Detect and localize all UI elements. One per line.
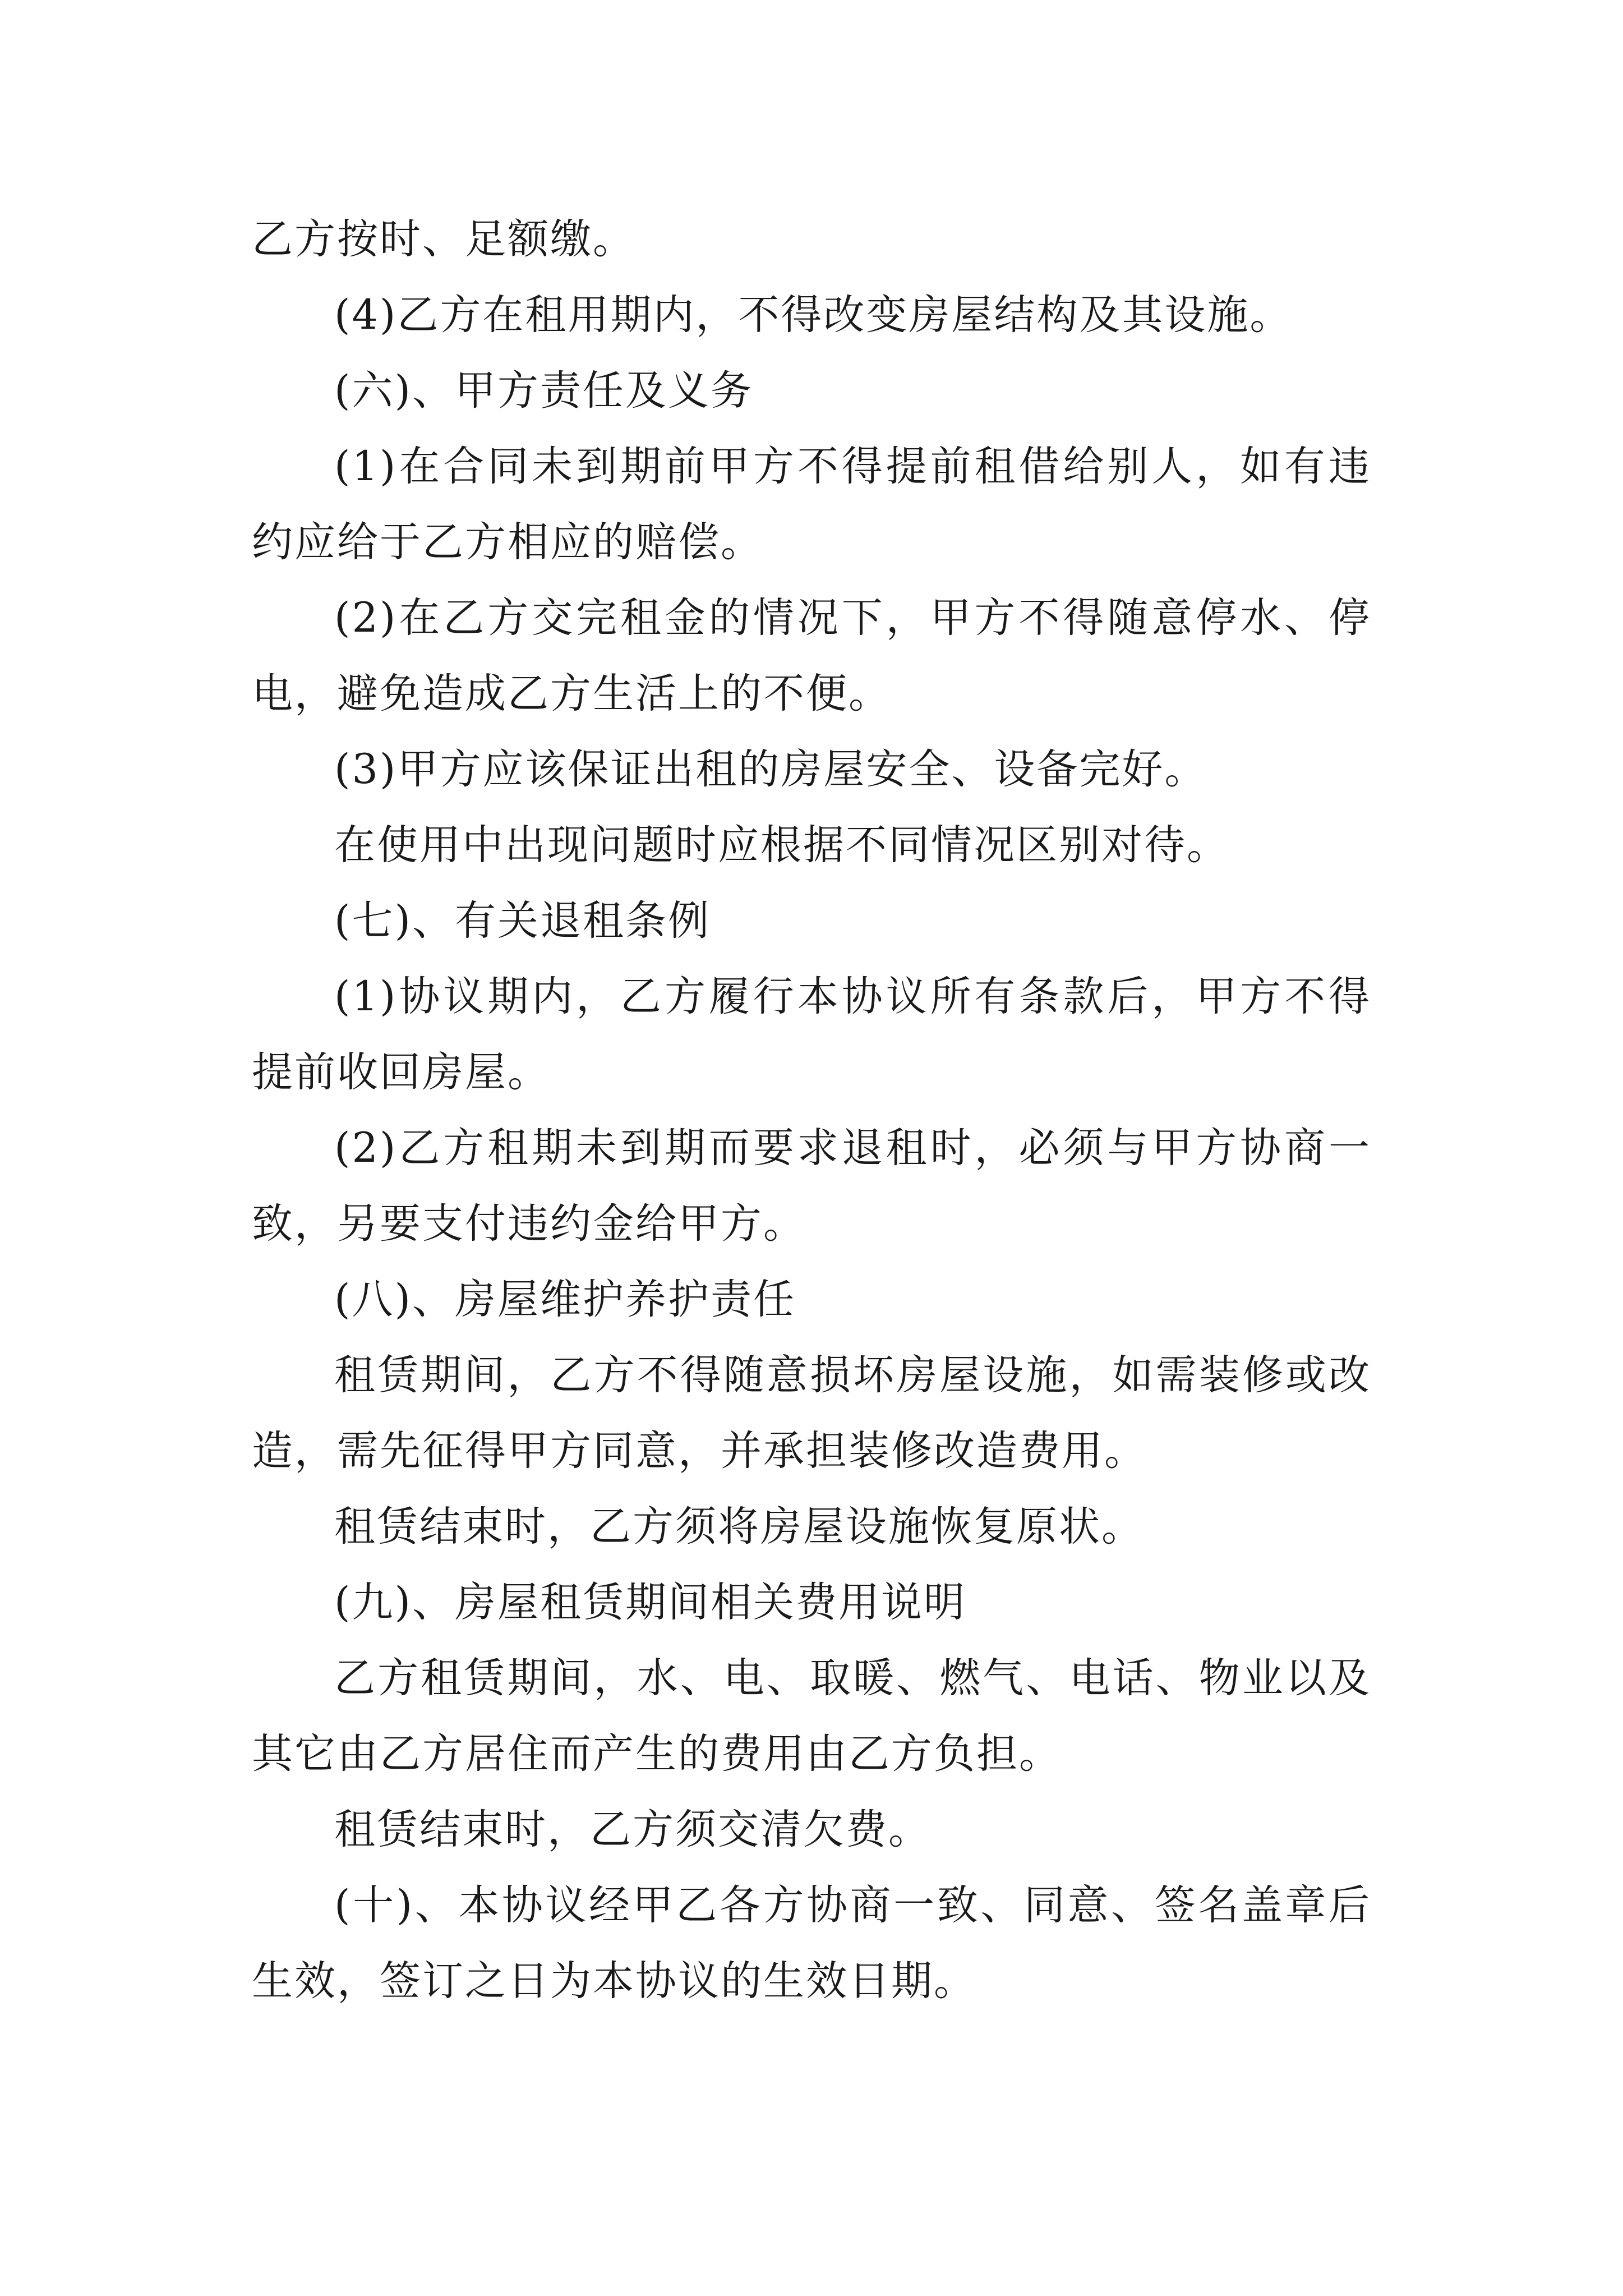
section-heading: (八)、房屋维护养护责任 (334, 1276, 796, 1323)
clause-text: (1)协议期内，乙方履行本协议所有条款后，甲方不得 (334, 973, 1371, 1020)
text-line: 致，另要支付违约金给甲方。 (252, 1200, 806, 1248)
section-heading: (九)、房屋租赁期间相关费用说明 (334, 1579, 966, 1626)
clause-text: (4)乙方在租用期内，不得改变房屋结构及其设施。 (334, 291, 1293, 339)
text-line: 租赁结束时，乙方须将房屋设施恢复原状。 (334, 1503, 1144, 1550)
clause-text: (2)乙方租期未到期而要求退租时，必须与甲方协商一 (334, 1124, 1371, 1172)
clause-text: (2)在乙方交完租金的情况下，甲方不得随意停水、停 (334, 594, 1371, 642)
clause-text: (3)甲方应该保证出租的房屋安全、设备完好。 (334, 746, 1207, 793)
text-line: 造，需先征得甲方同意，并承担装修改造费用。 (252, 1427, 1147, 1475)
text-line: 电，避免造成乙方生活上的不便。 (252, 670, 891, 717)
section-heading: (七)、有关退租条例 (334, 897, 711, 945)
text-line: 提前收回房屋。 (252, 1048, 550, 1096)
text-line: 约应给于乙方相应的赔偿。 (252, 518, 763, 566)
text-line: 乙方租赁期间，水、电、取暖、燃气、电话、物业以及 (334, 1654, 1371, 1702)
clause-text: (1)在合同未到期前甲方不得提前租借给别人，如有违 (334, 443, 1371, 490)
section-heading: (十)、本协议经甲乙各方协商一致、同意、签名盖章后 (334, 1881, 1371, 1929)
text-line: 乙方按时、足额缴。 (252, 215, 635, 263)
section-heading: (六)、甲方责任及义务 (334, 367, 753, 415)
text-line: 其它由乙方居住而产生的费用由乙方负担。 (252, 1730, 1062, 1778)
text-line: 生效，签订之日为本协议的生效日期。 (252, 1957, 976, 2005)
text-line: 租赁期间，乙方不得随意损坏房屋设施，如需装修或改 (334, 1351, 1371, 1399)
text-line: 在使用中出现问题时应根据不同情况区别对待。 (334, 821, 1229, 869)
text-line: 租赁结束时，乙方须交清欠费。 (334, 1806, 931, 1853)
